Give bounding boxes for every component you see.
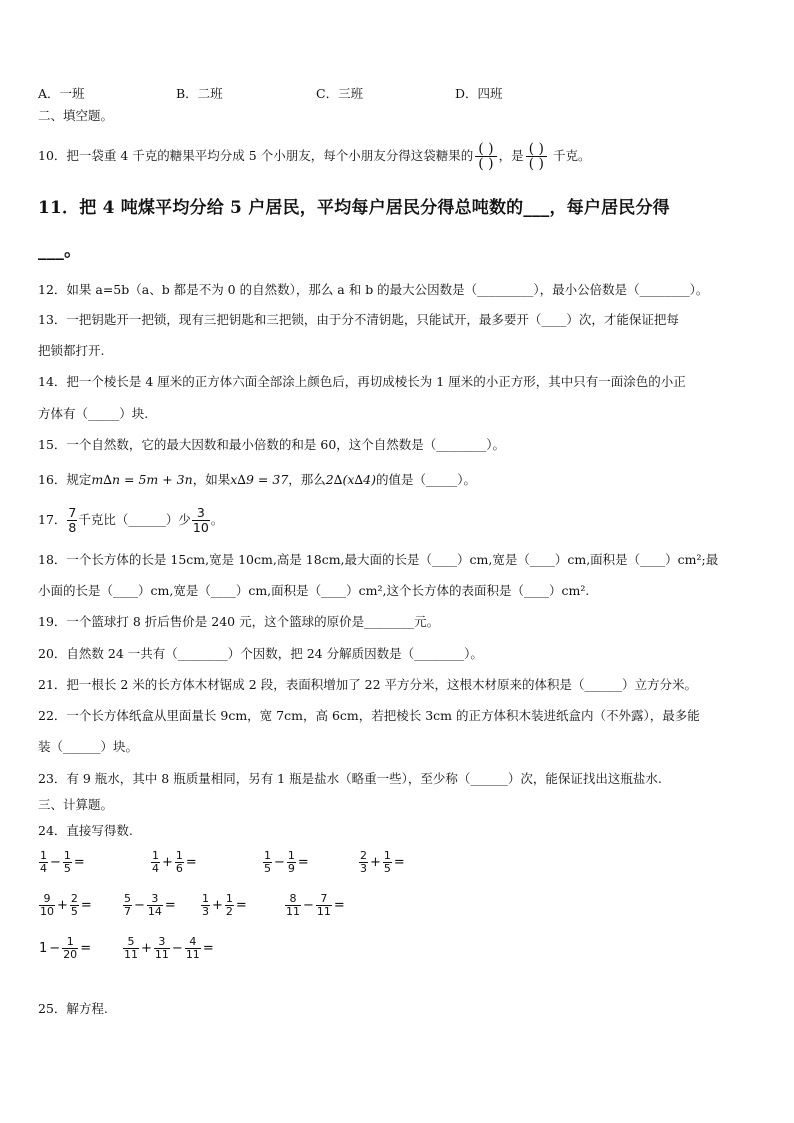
calc-fraction: $\frac{1}{20}$ <box>63 935 78 961</box>
question-11-line2: ___。 <box>38 241 82 261</box>
section-calc-title: 三、计算题。 <box>38 797 114 812</box>
calc-operator: − <box>134 898 145 913</box>
calc-equals: = <box>80 941 92 956</box>
question-11-line1: 11．把 4 吨煤平均分给 5 户居民，平均每户居民分得总吨数的___，每户居民分得 <box>38 198 670 218</box>
q10-text-2: ，是 <box>498 148 524 163</box>
q17-pre: 17． <box>38 512 67 527</box>
calc-item-8 <box>284 893 346 918</box>
section-fill-title: 二、填空题。 <box>38 108 114 123</box>
calc-item-7 <box>200 893 248 918</box>
question-22-line1: 22．一个长方体纸盒从里面量长 9cm，宽 7cm，高 6cm，若把棱长 3cm 的正方体积木装进纸盒内（不外露），最多能 <box>38 708 700 723</box>
calc-fraction: $\frac{8}{11}$ <box>286 892 300 918</box>
calc-item-9 <box>38 936 92 961</box>
calc-equals: = <box>80 898 92 913</box>
calc-equals: = <box>297 855 309 870</box>
question-20: 20．自然数 24 一共有（________）个因数，把 24 分解质因数是（________）。 <box>38 646 483 661</box>
calc-fraction: $\frac{2}{3}$ <box>360 849 367 875</box>
calc-item-2 <box>150 850 198 875</box>
calc-fraction: $\frac{1}{6}$ <box>175 849 183 875</box>
question-25: 25．解方程. <box>38 1001 108 1016</box>
question-14-line2: 方体有（_____）块. <box>38 406 149 421</box>
calc-operator: − <box>274 855 285 870</box>
q16-mid: ，如果 <box>192 472 231 487</box>
calc-item-5 <box>38 893 93 918</box>
calc-operator: − <box>50 855 61 870</box>
calc-equals: = <box>164 898 176 913</box>
q16-formula: m∆n = 5m + 3n <box>91 472 193 487</box>
option-b: B．二班 <box>176 86 223 101</box>
calc-whole-number: 1 <box>39 941 48 956</box>
calc-fraction: $\frac{1}{5}$ <box>383 849 391 875</box>
calc-fraction: $\frac{1}{4}$ <box>40 849 47 875</box>
question-24-title: 24．直接写得数. <box>38 823 133 838</box>
calc-fraction: $\frac{5}{7}$ <box>124 892 131 918</box>
calc-fraction: $\frac{7}{11}$ <box>316 892 331 918</box>
calc-operator: + <box>141 941 152 956</box>
calc-fraction: $\frac{4}{11}$ <box>185 935 200 961</box>
question-13-line2: 把锁都打开. <box>38 343 105 358</box>
question-21: 21．把一根长 2 米的长方体木材锯成 2 段，表面积增加了 22 平方分米，这根木材原来的体积是（______）立方分米。 <box>38 677 698 692</box>
q16-pre: 16．规定 <box>38 472 92 487</box>
q16-expression: 2∆(x∆4) <box>325 472 376 487</box>
q10-text-1: 10．把一袋重 4 千克的糖果平均分成 5 个小朋友，每个小朋友分得这袋糖果的 <box>38 148 474 163</box>
question-14-line1: 14．把一个棱长是 4 厘米的正方体六面全部涂上颜色后，再切成棱长为 1 厘米的小正方形，其中只有一面涂色的小正 <box>38 374 686 389</box>
calc-fraction: $\frac{3}{14}$ <box>147 892 162 918</box>
question-15: 15．一个自然数，它的最大因数和最小倍数的和是 60，这个自然数是（________）。 <box>38 437 506 452</box>
calc-fraction: $\frac{1}{4}$ <box>152 849 159 875</box>
calc-item-1 <box>38 850 86 875</box>
question-19: 19．一个篮球打 8 折后售价是 240 元，这个篮球的原价是________元。 <box>38 614 440 629</box>
q10-text-3: 千克。 <box>552 148 591 163</box>
calc-operator: + <box>370 855 381 870</box>
calc-item-3 <box>262 850 310 875</box>
question-22-line2: 装（______）块。 <box>38 739 139 754</box>
calc-fraction: $\frac{1}{9}$ <box>287 849 295 875</box>
q16-mid2: ，那么 <box>288 472 326 487</box>
calc-operator: − <box>171 941 183 956</box>
calc-operator: − <box>49 941 61 956</box>
calc-item-4 <box>358 850 406 875</box>
option-c: C．三班 <box>316 86 364 101</box>
question-12: 12．如果 a=5b（a、b 都是不为 0 的自然数），那么 a 和 b 的最大公因数是（_________），最小公倍数是（________）。 <box>38 282 709 297</box>
calc-item-10 <box>122 936 215 961</box>
option-a: A．一班 <box>38 86 85 101</box>
question-10 <box>38 134 590 178</box>
calc-equals: = <box>393 855 405 870</box>
q16-condition: x∆9 = 37 <box>230 472 289 487</box>
calc-fraction: $\frac{9}{10}$ <box>40 892 54 918</box>
calc-equals: = <box>73 855 85 870</box>
calc-fraction: $\frac{2}{5}$ <box>70 892 78 918</box>
q17-fraction-2: $\frac{3}{10}$ <box>192 505 209 535</box>
calc-equals: = <box>202 941 214 956</box>
question-18-line2: 小面的长是（____）cm,宽是（____）cm,面积是（____）cm²,这个长方体的表面积是（____）cm². <box>38 583 590 598</box>
calc-fraction: $\frac{1}{5}$ <box>264 849 271 875</box>
calc-fraction: $\frac{1}{3}$ <box>202 892 209 918</box>
q16-post: 的值是（_____）。 <box>375 472 476 487</box>
calc-operator: − <box>303 898 314 913</box>
calc-equals: = <box>185 855 197 870</box>
calc-fraction: $\frac{3}{11}$ <box>154 935 169 961</box>
q10-fraction-blank-2: $\frac{( )}{( )}$ <box>526 142 547 171</box>
q17-mid: 千克比（______）少 <box>78 512 191 527</box>
calc-fraction: $\frac{1}{2}$ <box>225 892 233 918</box>
calc-fraction: $\frac{5}{11}$ <box>124 935 138 961</box>
calc-operator: + <box>57 898 68 913</box>
calc-equals: = <box>235 898 247 913</box>
calc-fraction: $\frac{1}{5}$ <box>63 849 71 875</box>
calc-equals: = <box>333 898 345 913</box>
q17-post: 。 <box>210 512 224 527</box>
q17-fraction-1: $\frac{7}{8}$ <box>68 505 77 535</box>
question-13-line1: 13．一把钥匙开一把锁，现有三把钥匙和三把锁，由于分不清钥匙，只能试开，最多要开（____）次，才能保证把每 <box>38 312 679 327</box>
question-17 <box>38 503 223 537</box>
calc-operator: + <box>212 898 223 913</box>
question-18-line1: 18．一个长方体的长是 15cm,宽是 10cm,高是 18cm,最大面的长是（____）cm,宽是（____）cm,面积是（____）cm²;最 <box>38 552 719 567</box>
q10-fraction-blank-1: $\frac{( )}{( )}$ <box>475 142 496 171</box>
option-d: D．四班 <box>455 86 503 101</box>
calc-item-6 <box>122 893 177 918</box>
calc-operator: + <box>162 855 173 870</box>
question-23: 23．有 9 瓶水，其中 8 瓶质量相同，另有 1 瓶是盐水（略重一些），至少称（______）次，能保证找出这瓶盐水. <box>38 771 662 786</box>
question-16 <box>38 472 476 488</box>
